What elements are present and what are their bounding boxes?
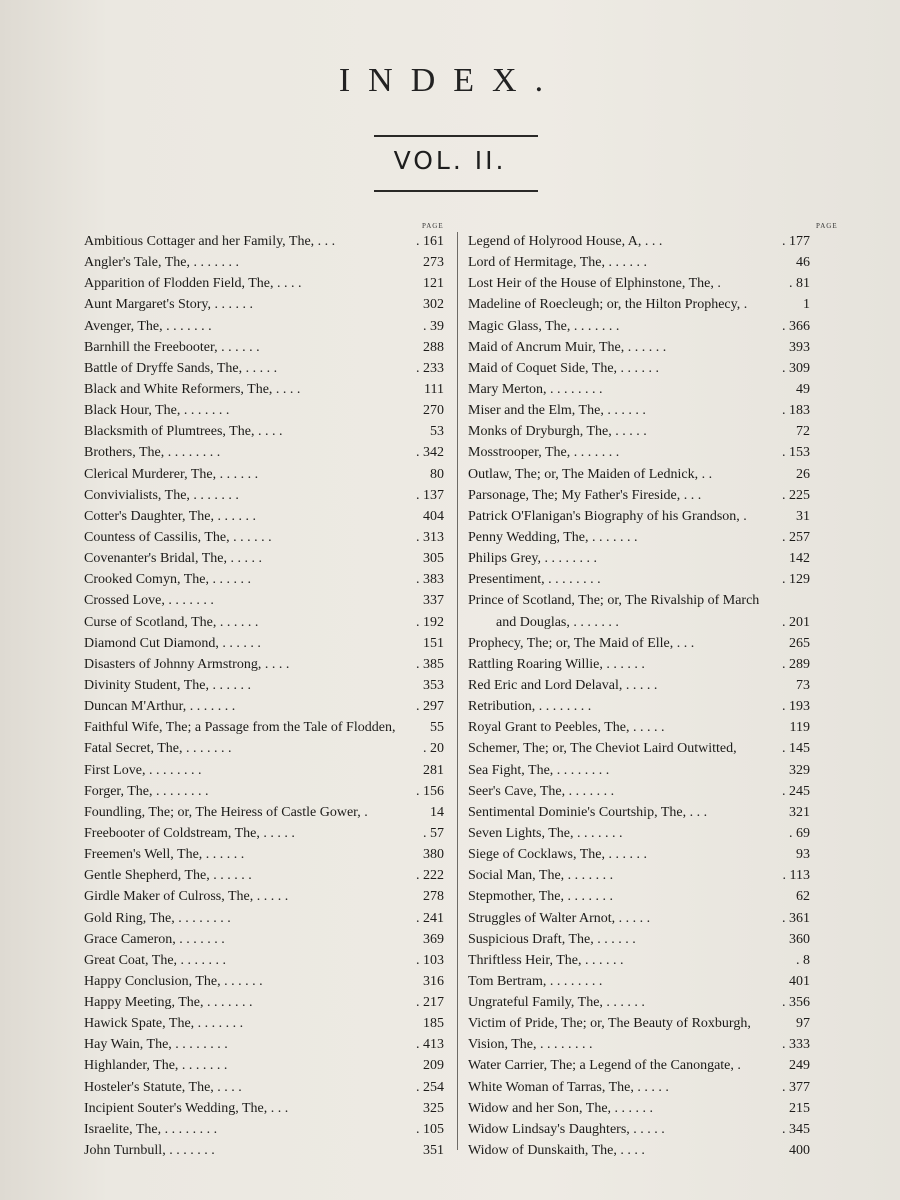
index-entry xyxy=(84,696,444,717)
entry-title: Sea Fight, The, . . . . . . . . xyxy=(468,762,610,778)
index-entry xyxy=(468,252,810,273)
entry-page-number: 31 xyxy=(796,508,810,524)
entry-title: Social Man, The, . . . . . . . xyxy=(468,868,614,884)
index-entry xyxy=(468,1077,810,1098)
index-entry xyxy=(468,400,810,421)
entry-title: Water Carrier, The; a Legend of the Canongate, . xyxy=(468,1058,741,1074)
index-entry xyxy=(468,379,810,400)
entry-page-number: 209 xyxy=(423,1058,444,1074)
entry-title: Widow of Dunskaith, The, . . . . xyxy=(468,1143,645,1159)
entry-title: Crossed Love, . . . . . . . xyxy=(84,593,214,609)
index-entry xyxy=(468,337,810,358)
entry-page-number: . 333 xyxy=(782,1037,810,1053)
index-entry xyxy=(468,358,810,379)
entry-page-number: 73 xyxy=(796,677,810,693)
entry-page-number: . 161 xyxy=(416,234,444,249)
entry-title: Foundling, The; or, The Heiress of Castle Gower, . xyxy=(84,804,368,820)
entry-page-number: 1 xyxy=(803,297,810,313)
index-entry xyxy=(84,252,444,273)
index-entry xyxy=(468,760,810,781)
volume-heading: VOL. II. xyxy=(393,146,507,175)
index-column-right xyxy=(468,231,810,1161)
entry-title: White Woman of Tarras, The, . . . . . xyxy=(468,1079,669,1095)
entry-title: Retribution, . . . . . . . . xyxy=(468,699,592,715)
entry-title: Outlaw, The; or, The Maiden of Lednick, . . xyxy=(468,466,713,482)
entry-page-number: 111 xyxy=(424,381,444,397)
entry-page-number: . 20 xyxy=(423,741,444,757)
entry-page-number: 351 xyxy=(423,1143,444,1159)
entry-title: Widow Lindsay's Daughters, . . . . . xyxy=(468,1121,665,1137)
index-entry xyxy=(468,781,810,802)
index-entry xyxy=(468,696,810,717)
page-column-header-right: PAGE xyxy=(816,222,838,230)
entry-page-number: . 217 xyxy=(416,995,444,1011)
index-entry xyxy=(84,442,444,463)
entry-title: Fatal Secret, The, . . . . . . . xyxy=(84,741,232,757)
entry-page-number: 302 xyxy=(423,297,444,313)
entry-page-number: 80 xyxy=(430,466,444,482)
entry-title: Thriftless Heir, The, . . . . . . xyxy=(468,952,624,968)
entry-title: Maid of Coquet Side, The, . . . . . . xyxy=(468,360,660,376)
entry-page-number: . 245 xyxy=(782,783,810,799)
index-entry xyxy=(84,1034,444,1055)
entry-page-number: . 129 xyxy=(782,572,810,588)
index-entry xyxy=(84,379,444,400)
entry-page-number: 321 xyxy=(789,804,810,820)
entry-title: Philips Grey, . . . . . . . . xyxy=(468,551,597,567)
entry-page-number: 46 xyxy=(796,255,810,271)
index-entry xyxy=(468,844,810,865)
entry-title: Miser and the Elm, The, . . . . . . xyxy=(468,403,646,419)
entry-page-number: . 345 xyxy=(782,1121,810,1137)
index-entry xyxy=(84,1077,444,1098)
entry-page-number: . 413 xyxy=(416,1037,444,1053)
entry-title: Madeline of Roecleugh; or, the Hilton Prophecy, . xyxy=(468,297,748,313)
index-entry xyxy=(84,1140,444,1161)
index-entry xyxy=(84,1098,444,1119)
entry-title: Apparition of Flodden Field, The, . . . . xyxy=(84,276,302,292)
entry-page-number: . 103 xyxy=(416,952,444,968)
entry-title: Victim of Pride, The; or, The Beauty of Roxburgh, xyxy=(468,1016,751,1032)
index-entry xyxy=(84,527,444,548)
entry-title: Maid of Ancrum Muir, The, . . . . . . xyxy=(468,339,667,355)
entry-page-number: . 241 xyxy=(416,910,444,926)
entry-page-number: . 137 xyxy=(416,487,444,503)
index-entry xyxy=(468,273,810,294)
index-entry xyxy=(468,886,810,907)
index-entry xyxy=(84,738,444,759)
index-entry xyxy=(84,358,444,379)
index-entry xyxy=(84,633,444,654)
entry-title: Great Coat, The, . . . . . . . xyxy=(84,952,227,968)
entry-title: Girdle Maker of Culross, The, . . . . . xyxy=(84,889,289,905)
entry-title: Convivialists, The, . . . . . . . xyxy=(84,487,239,503)
index-entry xyxy=(468,1140,810,1161)
entry-title: Schemer, The; or, The Cheviot Laird Outwitted, xyxy=(468,741,737,757)
entry-page-number: . 366 xyxy=(782,318,810,334)
entry-title: Patrick O'Flanigan's Biography of his Grandson, . xyxy=(468,508,747,524)
entry-title: Curse of Scotland, The, . . . . . . xyxy=(84,614,259,630)
index-entry xyxy=(468,1119,810,1140)
index-entry xyxy=(84,929,444,950)
entry-page-number: . 377 xyxy=(782,1079,810,1095)
index-entry xyxy=(468,908,810,929)
entry-title: Hay Wain, The, . . . . . . . . xyxy=(84,1037,228,1053)
entry-page-number: . 342 xyxy=(416,445,444,461)
entry-page-number: 121 xyxy=(423,276,444,292)
entry-title: Freemen's Well, The, . . . . . . xyxy=(84,847,245,863)
index-entry xyxy=(468,1098,810,1119)
entry-page-number: . 105 xyxy=(416,1121,444,1137)
entry-page-number: 353 xyxy=(423,677,444,693)
entry-page-number: 26 xyxy=(796,466,810,482)
entry-title: Hawick Spate, The, . . . . . . . xyxy=(84,1016,244,1032)
index-entry xyxy=(84,950,444,971)
column-divider xyxy=(457,232,458,1150)
index-entry xyxy=(468,950,810,971)
index-entry xyxy=(84,844,444,865)
entry-page-number: . 385 xyxy=(416,656,444,672)
entry-page-number: . 8 xyxy=(796,952,810,968)
entry-title: Legend of Holyrood House, A, . . . xyxy=(468,234,663,249)
index-entry xyxy=(84,316,444,337)
entry-page-number: 325 xyxy=(423,1100,444,1116)
entry-title: Forger, The, . . . . . . . . xyxy=(84,783,209,799)
page-column-header-left: PAGE xyxy=(422,222,444,230)
index-entry xyxy=(84,717,444,738)
entry-page-number: 369 xyxy=(423,931,444,947)
entry-title: Monks of Dryburgh, The, . . . . . xyxy=(468,424,647,440)
index-entry xyxy=(84,760,444,781)
entry-page-number: . 57 xyxy=(423,825,444,841)
entry-page-number: 185 xyxy=(423,1016,444,1032)
entry-title: Diamond Cut Diamond, . . . . . . xyxy=(84,635,261,651)
index-entry xyxy=(468,802,810,823)
entry-page-number: . 309 xyxy=(782,360,810,376)
index-entry xyxy=(84,421,444,442)
entry-title: Battle of Dryffe Sands, The, . . . . . xyxy=(84,360,278,376)
index-entry xyxy=(468,654,810,675)
entry-title: Presentiment, . . . . . . . . xyxy=(468,572,601,588)
title-rule-bottom xyxy=(374,190,538,192)
index-entry xyxy=(468,823,810,844)
index-entry xyxy=(84,908,444,929)
index-entry xyxy=(84,569,444,590)
entry-page-number: 97 xyxy=(796,1016,810,1032)
entry-title: Red Eric and Lord Delaval, . . . . . xyxy=(468,677,658,693)
entry-page-number: . 356 xyxy=(782,995,810,1011)
entry-page-number: . 183 xyxy=(782,403,810,419)
entry-title: Prophecy, The; or, The Maid of Elle, . . . xyxy=(468,635,695,651)
entry-title: Happy Meeting, The, . . . . . . . xyxy=(84,995,253,1011)
entry-page-number: . 297 xyxy=(416,699,444,715)
title-rule-top xyxy=(374,135,538,137)
index-entry xyxy=(84,1055,444,1076)
entry-page-number: 273 xyxy=(423,255,444,271)
index-entry xyxy=(468,1034,810,1055)
entry-page-number: 151 xyxy=(423,635,444,651)
entry-title: Mosstrooper, The, . . . . . . . xyxy=(468,445,620,461)
entry-page-number: . 69 xyxy=(789,825,810,841)
index-entry xyxy=(468,421,810,442)
entry-title: Crooked Comyn, The, . . . . . . xyxy=(84,572,251,588)
entry-title: Countess of Cassilis, The, . . . . . . xyxy=(84,529,272,545)
index-entry xyxy=(468,548,810,569)
index-entry xyxy=(468,612,810,633)
entry-title: Grace Cameron, . . . . . . . xyxy=(84,931,225,947)
index-entry xyxy=(84,273,444,294)
index-entry xyxy=(84,590,444,611)
index-entry xyxy=(468,527,810,548)
index-column-left xyxy=(84,231,444,1161)
entry-page-number: 215 xyxy=(789,1100,810,1116)
index-entry xyxy=(468,717,810,738)
index-entry xyxy=(84,231,444,252)
entry-title: Covenanter's Bridal, The, . . . . . xyxy=(84,551,263,567)
index-entry xyxy=(84,675,444,696)
entry-title: Happy Conclusion, The, . . . . . . xyxy=(84,973,263,989)
entry-page-number: . 361 xyxy=(782,910,810,926)
entry-title: Siege of Cocklaws, The, . . . . . . xyxy=(468,847,647,863)
entry-page-number: . 177 xyxy=(782,234,810,249)
entry-title: Stepmother, The, . . . . . . . xyxy=(468,889,613,905)
entry-title: Magic Glass, The, . . . . . . . xyxy=(468,318,620,334)
entry-title: Widow and her Son, The, . . . . . . xyxy=(468,1100,654,1116)
entry-page-number: . 153 xyxy=(782,445,810,461)
entry-page-number: . 383 xyxy=(416,572,444,588)
entry-title: Highlander, The, . . . . . . . xyxy=(84,1058,228,1074)
entry-title: Cotter's Daughter, The, . . . . . . xyxy=(84,508,257,524)
index-entry xyxy=(84,992,444,1013)
index-entry xyxy=(84,294,444,315)
entry-title: Vision, The, . . . . . . . . xyxy=(468,1037,593,1053)
index-entry xyxy=(468,865,810,886)
index-entry xyxy=(84,337,444,358)
entry-page-number: 14 xyxy=(430,804,444,820)
entry-page-number: 55 xyxy=(430,720,444,736)
entry-title: Clerical Murderer, The, . . . . . . xyxy=(84,466,259,482)
entry-title: Duncan M'Arthur, . . . . . . . xyxy=(84,699,236,715)
entry-title: Aunt Margaret's Story, . . . . . . xyxy=(84,297,253,313)
entry-title: Freebooter of Coldstream, The, . . . . . xyxy=(84,825,295,841)
index-entry xyxy=(84,400,444,421)
entry-page-number: . 222 xyxy=(416,868,444,884)
entry-page-number: 93 xyxy=(796,847,810,863)
entry-title: Black and White Reformers, The, . . . . xyxy=(84,381,301,397)
entry-title: Sentimental Dominie's Courtship, The, . . . xyxy=(468,804,708,820)
entry-title: Angler's Tale, The, . . . . . . . xyxy=(84,255,239,271)
index-entry xyxy=(468,1013,810,1034)
index-entry xyxy=(468,316,810,337)
entry-page-number: . 313 xyxy=(416,529,444,545)
index-entry xyxy=(468,590,810,611)
entry-page-number: . 145 xyxy=(782,741,810,757)
entry-title: Tom Bertram, . . . . . . . . xyxy=(468,973,603,989)
entry-page-number: 265 xyxy=(789,635,810,651)
entry-title: Gold Ring, The, . . . . . . . . xyxy=(84,910,231,926)
entry-title: Rattling Roaring Willie, . . . . . . xyxy=(468,656,645,672)
entry-page-number: 404 xyxy=(423,508,444,524)
entry-page-number: . 192 xyxy=(416,614,444,630)
entry-title: Divinity Student, The, . . . . . . xyxy=(84,677,251,693)
index-entry xyxy=(468,485,810,506)
entry-title: Seer's Cave, The, . . . . . . . xyxy=(468,783,615,799)
index-entry xyxy=(84,1013,444,1034)
entry-page-number: . 257 xyxy=(782,529,810,545)
entry-page-number: . 201 xyxy=(782,614,810,630)
entry-page-number: . 156 xyxy=(416,783,444,799)
index-entry xyxy=(468,506,810,527)
entry-title: Hosteler's Statute, The, . . . . xyxy=(84,1079,242,1095)
index-entry xyxy=(468,971,810,992)
entry-title: and Douglas, . . . . . . . xyxy=(496,614,619,630)
index-entry xyxy=(84,1119,444,1140)
index-entry xyxy=(468,738,810,759)
entry-page-number: . 113 xyxy=(782,868,810,884)
entry-title: Gentle Shepherd, The, . . . . . . xyxy=(84,868,252,884)
entry-title: Disasters of Johnny Armstrong, . . . . xyxy=(84,656,290,672)
entry-title: John Turnbull, . . . . . . . xyxy=(84,1143,215,1159)
index-entry xyxy=(468,992,810,1013)
entry-page-number: 281 xyxy=(423,762,444,778)
index-entry xyxy=(468,231,810,252)
entry-title: Mary Merton, . . . . . . . . xyxy=(468,381,603,397)
index-entry xyxy=(84,802,444,823)
entry-title: Ambitious Cottager and her Family, The, . . . xyxy=(84,234,336,249)
entry-page-number: . 39 xyxy=(423,318,444,334)
entry-title: Blacksmith of Plumtrees, The, . . . . xyxy=(84,424,283,440)
index-entry xyxy=(84,654,444,675)
entry-page-number: . 289 xyxy=(782,656,810,672)
index-entry xyxy=(468,294,810,315)
entry-page-number: 305 xyxy=(423,551,444,567)
entry-title: Struggles of Walter Arnot, . . . . . xyxy=(468,910,651,926)
index-entry xyxy=(468,633,810,654)
entry-title: Ungrateful Family, The, . . . . . . xyxy=(468,995,645,1011)
entry-title: Incipient Souter's Wedding, The, . . . xyxy=(84,1100,289,1116)
entry-page-number: 316 xyxy=(423,973,444,989)
index-entry xyxy=(84,865,444,886)
entry-title: Lost Heir of the House of Elphinstone, The, . xyxy=(468,276,721,292)
index-entry xyxy=(84,485,444,506)
index-entry xyxy=(84,506,444,527)
entry-page-number: 380 xyxy=(423,847,444,863)
entry-page-number: . 81 xyxy=(789,276,810,292)
index-entry xyxy=(468,929,810,950)
entry-page-number: 249 xyxy=(789,1058,810,1074)
entry-page-number: 119 xyxy=(789,720,810,736)
entry-page-number: 337 xyxy=(423,593,444,609)
entry-page-number: 53 xyxy=(430,424,444,440)
entry-page-number: . 254 xyxy=(416,1079,444,1095)
index-entry xyxy=(84,823,444,844)
index-entry xyxy=(468,675,810,696)
entry-title: Royal Grant to Peebles, The, . . . . . xyxy=(468,720,665,736)
entry-page-number: 401 xyxy=(789,973,810,989)
entry-page-number: . 193 xyxy=(782,699,810,715)
entry-title: Israelite, The, . . . . . . . . xyxy=(84,1121,218,1137)
index-entry xyxy=(84,971,444,992)
index-entry xyxy=(84,781,444,802)
entry-title: Brothers, The, . . . . . . . . xyxy=(84,445,221,461)
entry-page-number: 142 xyxy=(789,551,810,567)
entry-page-number: 62 xyxy=(796,889,810,905)
index-entry xyxy=(468,569,810,590)
index-entry xyxy=(84,612,444,633)
entry-page-number: 288 xyxy=(423,339,444,355)
entry-page-number: 72 xyxy=(796,424,810,440)
entry-title: Penny Wedding, The, . . . . . . . xyxy=(468,529,638,545)
entry-page-number: . 225 xyxy=(782,487,810,503)
index-entry xyxy=(84,548,444,569)
entry-title: Faithful Wife, The; a Passage from the Tale of Flodden, xyxy=(84,720,396,736)
page-title: INDEX. xyxy=(338,62,562,99)
entry-page-number: 278 xyxy=(423,889,444,905)
entry-page-number: . 233 xyxy=(416,360,444,376)
entry-title: Black Hour, The, . . . . . . . xyxy=(84,403,230,419)
index-entry xyxy=(468,464,810,485)
entry-title: Avenger, The, . . . . . . . xyxy=(84,318,212,334)
index-entry xyxy=(468,1055,810,1076)
index-entry xyxy=(468,442,810,463)
entry-title: Parsonage, The; My Father's Fireside, . . . xyxy=(468,487,702,503)
entry-title: Seven Lights, The, . . . . . . . xyxy=(468,825,623,841)
entry-page-number: 49 xyxy=(796,381,810,397)
index-entry xyxy=(84,886,444,907)
entry-page-number: 270 xyxy=(423,403,444,419)
entry-title: Barnhill the Freebooter, . . . . . . xyxy=(84,339,260,355)
entry-page-number: 400 xyxy=(789,1143,810,1159)
entry-page-number: 329 xyxy=(789,762,810,778)
entry-title: Suspicious Draft, The, . . . . . . xyxy=(468,931,636,947)
entry-page-number: 360 xyxy=(789,931,810,947)
index-entry xyxy=(84,464,444,485)
entry-title: Prince of Scotland, The; or, The Rivalship of March xyxy=(468,593,760,609)
entry-title: Lord of Hermitage, The, . . . . . . xyxy=(468,255,647,271)
entry-title: First Love, . . . . . . . . xyxy=(84,762,202,778)
entry-page-number: 393 xyxy=(789,339,810,355)
